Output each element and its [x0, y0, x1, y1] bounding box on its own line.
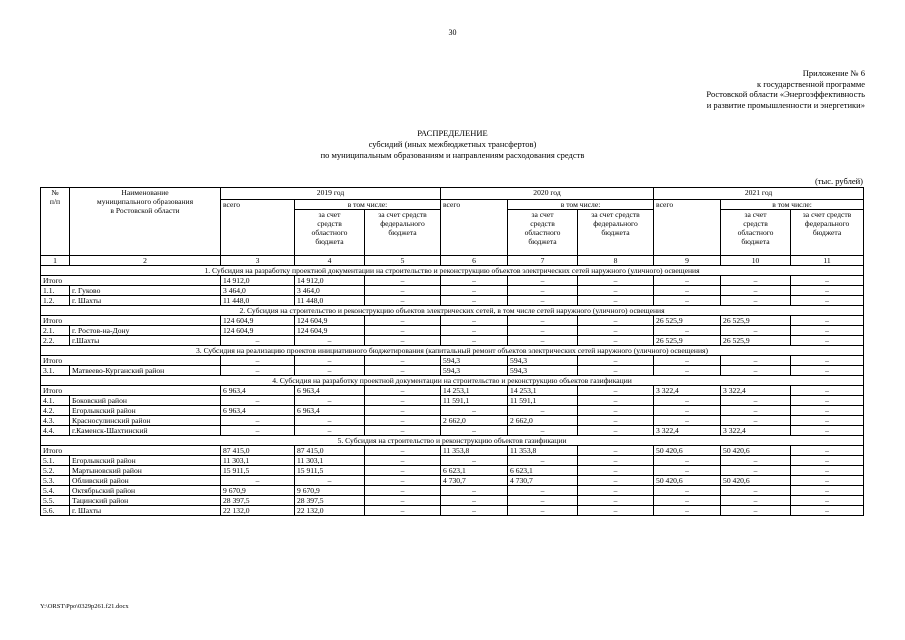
value-cell: –	[221, 426, 295, 436]
value-cell: –	[578, 456, 654, 466]
value-cell: –	[365, 276, 441, 286]
value-cell: –	[221, 416, 295, 426]
value-cell: 2 662,0	[441, 416, 508, 426]
section-title-row	[41, 306, 864, 316]
value-cell: –	[441, 336, 508, 346]
municipality-name: г.Шахты	[70, 336, 221, 346]
total-label: Итого	[41, 386, 221, 396]
value-cell: 6 623,1	[508, 466, 578, 476]
municipality-name: Тацинский район	[70, 496, 221, 506]
value-cell: –	[578, 296, 654, 306]
municipality-name: Боковский район	[70, 396, 221, 406]
table-row	[41, 486, 864, 496]
value-cell: –	[365, 416, 441, 426]
value-cell: 14 912,0	[221, 276, 295, 286]
value-cell: 594,3	[441, 356, 508, 366]
value-cell: 26 525,9	[721, 336, 791, 346]
value-cell: –	[654, 486, 721, 496]
value-cell: –	[221, 476, 295, 486]
row-number: 4.4.	[41, 426, 70, 436]
value-cell: –	[365, 426, 441, 436]
header-year: 2021 год	[654, 188, 864, 200]
value-cell: –	[578, 286, 654, 296]
header-year: 2020 год	[441, 188, 654, 200]
value-cell: 28 397,5	[221, 496, 295, 506]
header-federal: за счет средств федерального бюджета	[578, 210, 654, 256]
value-cell: –	[578, 496, 654, 506]
table-row	[41, 416, 864, 426]
header-incl: в том числе:	[508, 200, 654, 210]
table-row	[41, 296, 864, 306]
municipality-name: Мартыновский район	[70, 466, 221, 476]
value-cell: –	[578, 486, 654, 496]
municipality-name: г. Шахты	[70, 296, 221, 306]
value-cell: –	[721, 366, 791, 376]
value-cell: –	[508, 276, 578, 286]
value-cell: 2 662,0	[508, 416, 578, 426]
row-number: 1.2.	[41, 296, 70, 306]
value-cell: –	[295, 396, 365, 406]
distribution-table-wrapper	[40, 187, 863, 516]
value-cell: 11 353,8	[508, 446, 578, 456]
value-cell: –	[441, 486, 508, 496]
value-cell: 6 623,1	[441, 466, 508, 476]
value-cell: 15 911,5	[295, 466, 365, 476]
table-row	[41, 406, 864, 416]
value-cell: 26 525,9	[721, 316, 791, 326]
value-cell: –	[441, 426, 508, 436]
value-cell: –	[508, 496, 578, 506]
value-cell: –	[721, 356, 791, 366]
appendix-line: Ростовской области «Энергоэффективность	[706, 89, 865, 99]
value-cell: 26 525,9	[654, 336, 721, 346]
row-number: 4.1.	[41, 396, 70, 406]
section-title-row	[41, 376, 864, 386]
section-title: 1. Субсидия на разработку проектной документации на строительство и реконструкцию объектов электрических сетей наружного (уличного) освещения	[41, 266, 864, 276]
total-row	[41, 356, 864, 366]
value-cell: –	[441, 406, 508, 416]
value-cell: 50 420,6	[721, 476, 791, 486]
value-cell: –	[365, 506, 441, 516]
table-row	[41, 456, 864, 466]
value-cell: –	[578, 326, 654, 336]
column-number: 2	[70, 256, 221, 266]
value-cell: 124 604,9	[295, 316, 365, 326]
value-cell: –	[578, 406, 654, 416]
value-cell: 11 353,8	[441, 446, 508, 456]
value-cell: –	[508, 406, 578, 416]
value-cell: 3 464,0	[221, 286, 295, 296]
value-cell: –	[508, 426, 578, 436]
value-cell: –	[578, 336, 654, 346]
value-cell: –	[365, 456, 441, 466]
value-cell: –	[295, 356, 365, 366]
value-cell: –	[654, 326, 721, 336]
value-cell: 594,3	[508, 356, 578, 366]
column-number: 10	[721, 256, 791, 266]
total-label: Итого	[41, 316, 221, 326]
value-cell: –	[721, 286, 791, 296]
value-cell: –	[365, 446, 441, 456]
value-cell: –	[365, 396, 441, 406]
value-cell: –	[578, 476, 654, 486]
value-cell: 87 415,0	[221, 446, 295, 456]
column-number: 9	[654, 256, 721, 266]
value-cell: –	[508, 336, 578, 346]
value-cell: –	[721, 506, 791, 516]
column-number: 1	[41, 256, 70, 266]
value-cell: –	[365, 286, 441, 296]
value-cell: 26 525,9	[654, 316, 721, 326]
value-cell: –	[365, 316, 441, 326]
total-label: Итого	[41, 276, 221, 286]
page-number: 30	[448, 28, 457, 37]
value-cell: –	[654, 506, 721, 516]
value-cell: –	[295, 336, 365, 346]
value-cell: –	[578, 446, 654, 456]
column-number: 3	[221, 256, 295, 266]
value-cell: –	[441, 496, 508, 506]
value-cell: 14 912,0	[295, 276, 365, 286]
value-cell: –	[441, 456, 508, 466]
value-cell: 6 963,4	[295, 406, 365, 416]
value-cell: –	[791, 286, 864, 296]
value-cell: –	[791, 276, 864, 286]
municipality-name: г. Шахты	[70, 506, 221, 516]
value-cell: 3 322,4	[721, 386, 791, 396]
municipality-name: Матвеево-Курганский район	[70, 366, 221, 376]
value-cell: –	[578, 356, 654, 366]
value-cell: –	[791, 336, 864, 346]
header-incl: в том числе:	[721, 200, 864, 210]
value-cell: –	[791, 496, 864, 506]
value-cell: –	[508, 506, 578, 516]
value-cell: 3 322,4	[654, 386, 721, 396]
section-title-row	[41, 436, 864, 446]
section-title: 5. Субсидия на строительство и реконструкцию объектов газификации	[41, 436, 864, 446]
value-cell: –	[721, 466, 791, 476]
value-cell: 50 420,6	[654, 446, 721, 456]
value-cell: 4 730,7	[441, 476, 508, 486]
value-cell: –	[365, 486, 441, 496]
value-cell: 11 303,1	[221, 456, 295, 466]
total-row	[41, 386, 864, 396]
value-cell: –	[441, 276, 508, 286]
header-federal: за счет средств федерального бюджета	[365, 210, 441, 256]
value-cell: 11 448,0	[295, 296, 365, 306]
table-row	[41, 426, 864, 436]
value-cell: 6 963,4	[221, 406, 295, 416]
column-number: 4	[295, 256, 365, 266]
row-number: 1.1.	[41, 286, 70, 296]
value-cell: –	[654, 496, 721, 506]
value-cell: –	[791, 396, 864, 406]
value-cell: –	[654, 286, 721, 296]
table-row	[41, 366, 864, 376]
value-cell: 50 420,6	[654, 476, 721, 486]
distribution-table	[40, 187, 864, 516]
municipality-name: Егорлыкский район	[70, 406, 221, 416]
header-incl: в том числе:	[295, 200, 441, 210]
value-cell: –	[508, 326, 578, 336]
value-cell: –	[791, 416, 864, 426]
value-cell: –	[365, 386, 441, 396]
row-number: 2.2.	[41, 336, 70, 346]
value-cell: –	[441, 326, 508, 336]
header-federal: за счет средств федерального бюджета	[791, 210, 864, 256]
header-total: всего	[654, 200, 721, 256]
value-cell: –	[791, 506, 864, 516]
value-cell: –	[654, 406, 721, 416]
value-cell: –	[721, 416, 791, 426]
table-row	[41, 506, 864, 516]
value-cell: –	[654, 296, 721, 306]
value-cell: –	[791, 426, 864, 436]
value-cell: –	[721, 396, 791, 406]
municipality-name: г.Каменск-Шахтинский	[70, 426, 221, 436]
value-cell: 4 730,7	[508, 476, 578, 486]
table-row	[41, 496, 864, 506]
value-cell: –	[221, 396, 295, 406]
value-cell: –	[365, 406, 441, 416]
value-cell: –	[654, 366, 721, 376]
value-cell: 87 415,0	[295, 446, 365, 456]
row-number: 5.2.	[41, 466, 70, 476]
value-cell: –	[791, 486, 864, 496]
value-cell: 11 591,1	[508, 396, 578, 406]
value-cell: –	[365, 496, 441, 506]
appendix-line: и развитие промышленности и энергетики»	[706, 99, 865, 110]
value-cell: –	[791, 356, 864, 366]
column-number: 8	[578, 256, 654, 266]
header-regional: за счет средств областного бюджета	[508, 210, 578, 256]
value-cell: 11 591,1	[441, 396, 508, 406]
document-title: РАСПРЕДЕЛЕНИЕ	[417, 128, 488, 138]
column-numbers-row	[41, 256, 864, 266]
total-label: Итого	[41, 356, 221, 366]
value-cell: –	[365, 336, 441, 346]
value-cell: –	[791, 456, 864, 466]
value-cell: –	[791, 406, 864, 416]
section-title: 2. Субсидия на строительство и реконструкцию объектов электрических сетей, в том числе сетей наружного (уличного) освещения	[41, 306, 864, 316]
value-cell: 11 303,1	[295, 456, 365, 466]
value-cell: –	[578, 276, 654, 286]
value-cell: –	[441, 316, 508, 326]
row-number: 5.6.	[41, 506, 70, 516]
value-cell: 124 604,9	[221, 316, 295, 326]
municipality-name: Обливский район	[70, 476, 221, 486]
value-cell: 594,3	[508, 366, 578, 376]
value-cell: –	[654, 456, 721, 466]
value-cell: 3 464,0	[295, 286, 365, 296]
table-row	[41, 286, 864, 296]
header-year: 2019 год	[221, 188, 441, 200]
row-number: 4.2.	[41, 406, 70, 416]
total-row	[41, 316, 864, 326]
value-cell: –	[221, 336, 295, 346]
value-cell: 3 322,4	[654, 426, 721, 436]
row-number: 2.1.	[41, 326, 70, 336]
value-cell: –	[441, 506, 508, 516]
value-cell: –	[791, 446, 864, 456]
header-regional: за счет средств областного бюджета	[295, 210, 365, 256]
row-number: 3.1.	[41, 366, 70, 376]
header-regional: за счет средств областного бюджета	[721, 210, 791, 256]
appendix-block	[706, 68, 865, 110]
value-cell: –	[578, 386, 654, 396]
value-cell: –	[365, 356, 441, 366]
file-path-footer: Y:\ORST\Ppo\0329p261.f21.docx	[40, 603, 129, 610]
row-number: 4.3.	[41, 416, 70, 426]
value-cell: 14 253,1	[508, 386, 578, 396]
section-title: 3. Субсидия на реализацию проектов инициативного бюджетирования (капитальный ремонт объектов электрических сетей наружного (уличного) освещения)	[41, 346, 864, 356]
header-name: Наименование муниципального образования в Ростовской области	[70, 188, 221, 256]
value-cell: 11 448,0	[221, 296, 295, 306]
table-row	[41, 396, 864, 406]
column-number: 7	[508, 256, 578, 266]
row-number: 5.3.	[41, 476, 70, 486]
value-cell: –	[221, 356, 295, 366]
table-body	[41, 266, 864, 516]
value-cell: 124 604,9	[221, 326, 295, 336]
value-cell: –	[365, 366, 441, 376]
value-cell: 594,3	[441, 366, 508, 376]
value-cell: –	[654, 416, 721, 426]
value-cell: –	[295, 416, 365, 426]
row-number: 5.4.	[41, 486, 70, 496]
municipality-name: г. Гуково	[70, 286, 221, 296]
value-cell: –	[578, 366, 654, 376]
value-cell: –	[508, 286, 578, 296]
column-number: 6	[441, 256, 508, 266]
value-cell: 124 604,9	[295, 326, 365, 336]
municipality-name: Октябрьский район	[70, 486, 221, 496]
section-title-row	[41, 266, 864, 276]
value-cell: –	[295, 366, 365, 376]
value-cell: –	[365, 476, 441, 486]
total-label: Итого	[41, 446, 221, 456]
value-cell: 50 420,6	[721, 446, 791, 456]
value-cell: –	[654, 466, 721, 476]
table-row	[41, 476, 864, 486]
value-cell: –	[578, 316, 654, 326]
value-cell: –	[654, 356, 721, 366]
value-cell: 9 670,9	[221, 486, 295, 496]
table-row	[41, 466, 864, 476]
value-cell: –	[721, 406, 791, 416]
value-cell: 6 963,4	[295, 386, 365, 396]
value-cell: 6 963,4	[221, 386, 295, 396]
total-row	[41, 276, 864, 286]
value-cell: 22 132,0	[295, 506, 365, 516]
value-cell: –	[508, 316, 578, 326]
value-cell: –	[721, 456, 791, 466]
value-cell: –	[508, 486, 578, 496]
value-cell: –	[365, 296, 441, 306]
value-cell: –	[578, 466, 654, 476]
table-row	[41, 336, 864, 346]
value-cell: –	[365, 466, 441, 476]
value-cell: –	[295, 476, 365, 486]
value-cell: –	[791, 366, 864, 376]
appendix-line: Приложение № 6	[802, 68, 865, 78]
header-total: всего	[441, 200, 508, 256]
header-number: № п/п	[41, 188, 70, 256]
value-cell: 15 911,5	[221, 466, 295, 476]
row-number: 5.1.	[41, 456, 70, 466]
document-subtitle: субсидий (иных межбюджетных трансфертов)	[368, 139, 537, 149]
section-title: 4. Субсидия на разработку проектной документации на строительство и реконструкцию объектов газификации	[41, 376, 864, 386]
value-cell: –	[791, 386, 864, 396]
units-label: (тыс. рублей)	[814, 176, 863, 186]
value-cell: –	[578, 416, 654, 426]
value-cell: 22 132,0	[221, 506, 295, 516]
municipality-name: Красносулинский район	[70, 416, 221, 426]
total-row	[41, 446, 864, 456]
value-cell: –	[365, 326, 441, 336]
value-cell: –	[721, 496, 791, 506]
value-cell: –	[654, 276, 721, 286]
value-cell: –	[721, 296, 791, 306]
value-cell: 14 253,1	[441, 386, 508, 396]
value-cell: –	[578, 506, 654, 516]
column-number: 11	[791, 256, 864, 266]
value-cell: –	[441, 296, 508, 306]
value-cell: –	[295, 426, 365, 436]
column-number: 5	[365, 256, 441, 266]
appendix-line: к государственной программе	[756, 78, 865, 89]
value-cell: 3 322,4	[721, 426, 791, 436]
value-cell: –	[791, 466, 864, 476]
section-title-row	[41, 346, 864, 356]
value-cell: –	[654, 396, 721, 406]
value-cell: –	[791, 296, 864, 306]
value-cell: –	[721, 486, 791, 496]
municipality-name: Егорлыкский район	[70, 456, 221, 466]
value-cell: –	[508, 296, 578, 306]
value-cell: –	[791, 316, 864, 326]
value-cell: –	[791, 326, 864, 336]
municipality-name: г. Ростов-на-Дону	[70, 326, 221, 336]
value-cell: –	[441, 286, 508, 296]
header-total: всего	[221, 200, 295, 256]
table-row	[41, 326, 864, 336]
value-cell: –	[578, 426, 654, 436]
value-cell: –	[578, 396, 654, 406]
document-heading	[0, 128, 905, 161]
row-number: 5.5.	[41, 496, 70, 506]
document-subtitle: по муниципальным образованиям и направлениям расходования средств	[320, 150, 585, 160]
value-cell: –	[791, 476, 864, 486]
value-cell: –	[221, 366, 295, 376]
value-cell: 9 670,9	[295, 486, 365, 496]
value-cell: –	[721, 326, 791, 336]
value-cell: –	[721, 276, 791, 286]
value-cell: 28 397,5	[295, 496, 365, 506]
value-cell: –	[508, 456, 578, 466]
